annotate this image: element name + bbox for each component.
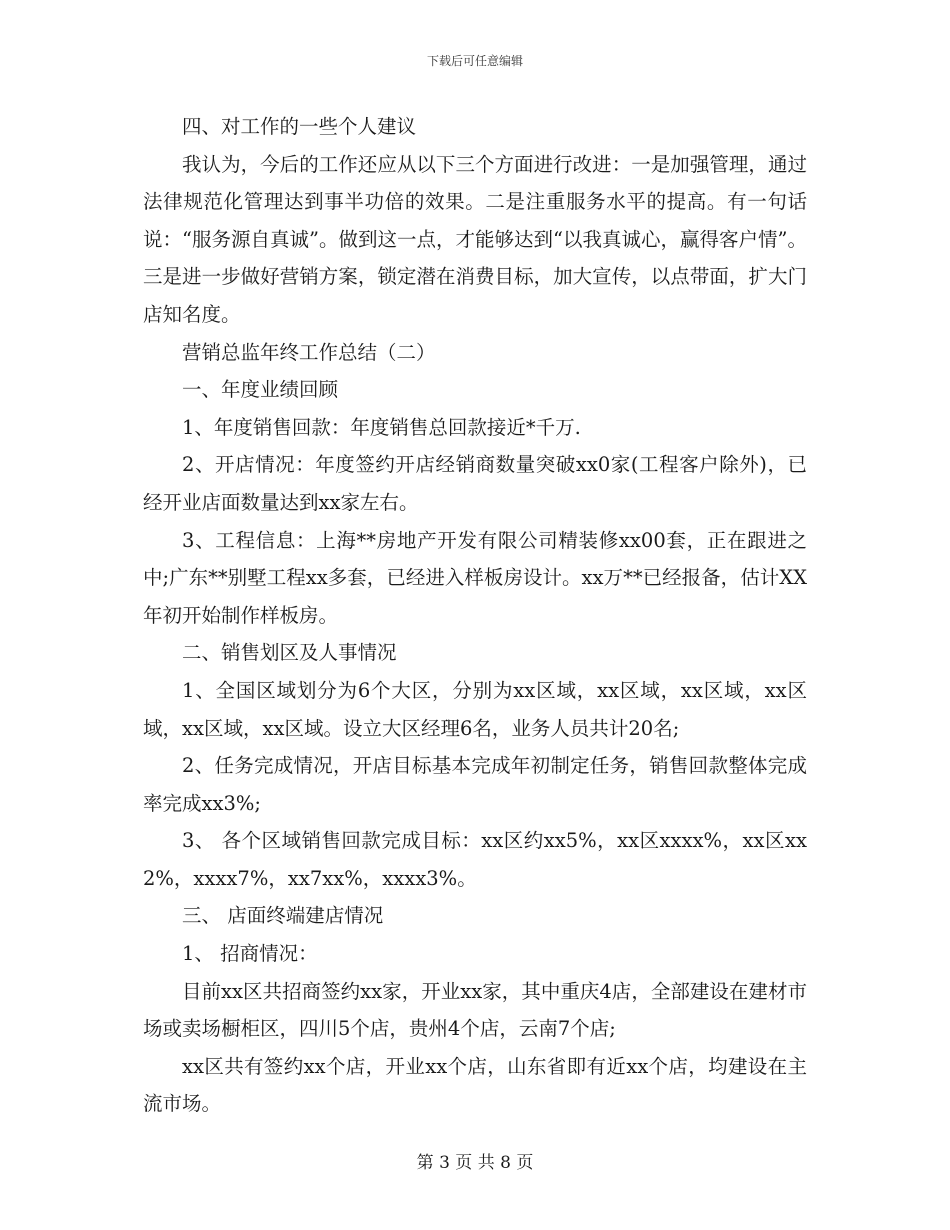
paragraph: 目前xx区共招商签约xx家，开业xx家，其中重庆4店，全部建设在建材市场或卖场橱柜区，四川5个店，贵州4个店，云南7个店;	[143, 979, 807, 1041]
document-body	[143, 108, 807, 1123]
paragraph: 3、 各个区域销售回款完成目标：xx区约xx5%，xx区xxxx%，xx区xx2%，xxxx7%，xx7xx%，xxxx3%。	[143, 829, 807, 890]
paragraph: 3、工程信息：上海**房地产开发有限公司精装修xx00套，正在跟进之中;广东**别墅工程xx多套，已经进入样板房设计。xx万**已经报备，估计XX年初开始制作样板房。	[143, 528, 807, 627]
paragraph: 二、销售划区及人事情况	[182, 641, 397, 665]
paragraph: 四、对工作的一些个人建议	[182, 115, 417, 138]
paragraph: 1、年度销售回款：年度销售总回款接近*千万.	[182, 415, 581, 439]
paragraph: 1、 招商情况：	[182, 942, 318, 966]
paragraph: 营销总监年终工作总结（二）	[182, 340, 436, 364]
page-header: 下载后可任意编辑	[426, 54, 523, 68]
paragraph: 一、年度业绩回顾	[182, 378, 339, 402]
paragraph: 三、 店面终端建店情况	[182, 904, 384, 928]
paragraph: 1、全国区域划分为6个大区，分别为xx区域，xx区域，xx区域，xx区域，xx区域，xx区域。设立大区经理6名，业务人员共计20名;	[143, 678, 807, 740]
paragraph: 我认为，今后的工作还应从以下三个方面进行改进：一是加强管理，通过法律规范化管理达到事半功倍的效果。二是注重服务水平的提高。有一句话说：“服务源自真诚”。做到这一点，才能够达到“以我真诚心，赢得客户情”。三是进一步做好营销方案，锁定潜在消费目标，加大宣传，以点带面，扩大门店知名度。	[143, 152, 807, 326]
paragraph: xx区共有签约xx个店，开业xx个店，山东省即有近xx个店，均建设在主流市场。	[143, 1054, 807, 1116]
page-footer: 第 3 页 共 8 页	[416, 1153, 534, 1173]
paragraph: 2、任务完成情况，开店目标基本完成年初制定任务，销售回款整体完成率完成xx3%;	[143, 754, 807, 815]
paragraph: 2、开店情况：年度签约开店经销商数量突破xx0家(工程客户除外)，已经开业店面数量达到xx家左右。	[143, 453, 807, 514]
